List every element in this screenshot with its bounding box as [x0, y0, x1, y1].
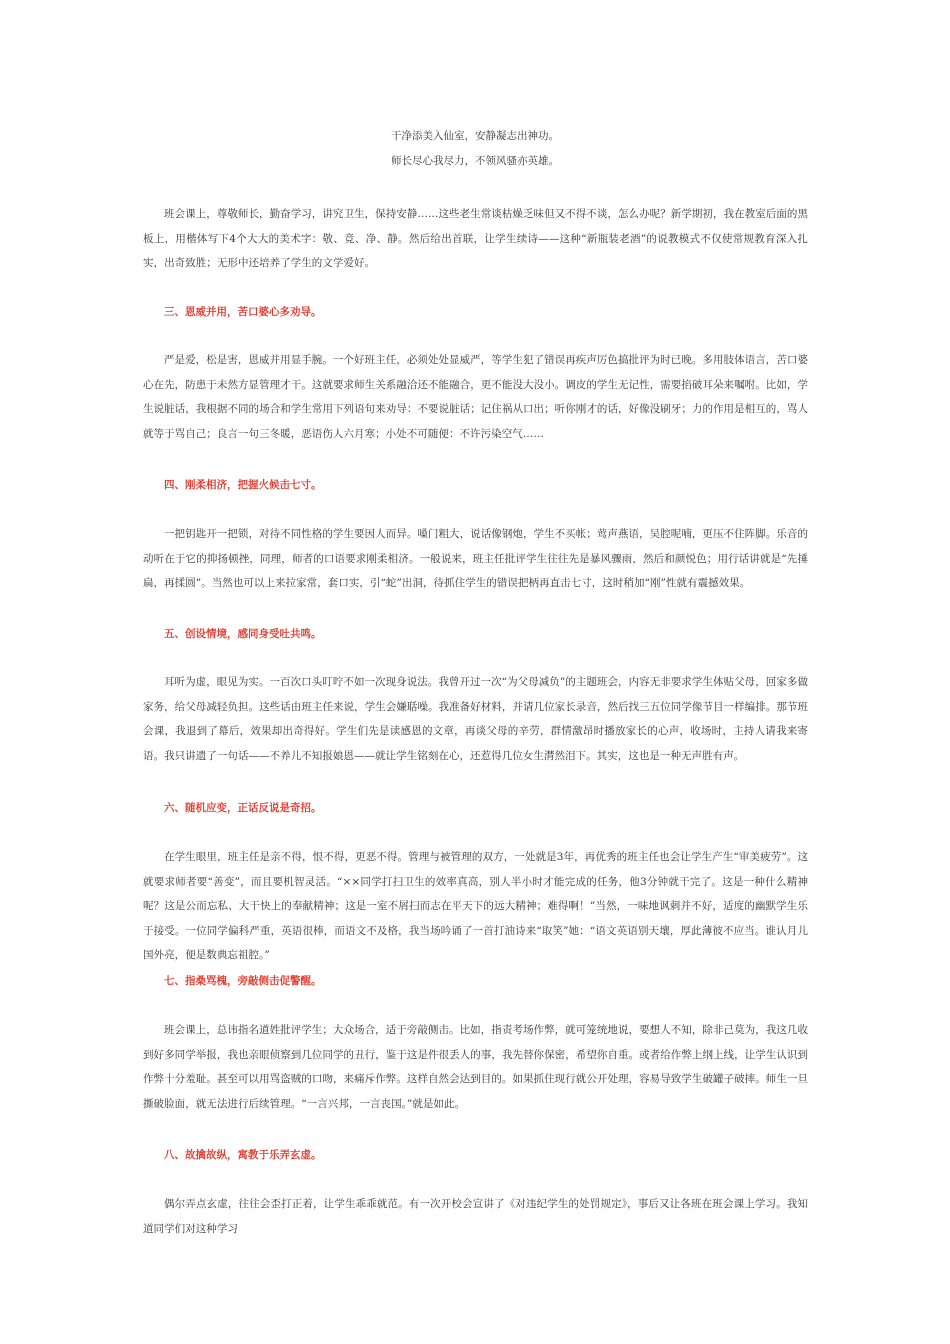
paragraph-section-7: 班会课上，总讳指名道姓批评学生；大众场合，适于旁敲侧击。比如，指责考场作弊，就可笼统地说，要想人不知，除非己莫为，我这几收到好多同学举报，我也亲眼侦察到几位同学的丑行，鉴于这是件很丢人的事，我先替你保密，希望你自重。或者给作弊上纲上线，让学生认识到作弊十分羞耻。甚至可以用骂盗贼的口吻，来痛斥作弊。这样自然会达到目的。如果抓住现行就公开处理，容易导致学生破罐子破摔。师生一旦撕破脸面，就无法进行后续管理。“一言兴邦，一言丧国。”就是如此。	[143, 1024, 808, 1110]
section-heading-7: 七、指桑骂槐，旁敲侧击促警醒。	[164, 975, 322, 987]
paragraph-section-4: 一把钥匙开一把锁，对待不同性格的学生要因人而异。嗓门粗大，说话像钢炮，学生不买帐；莺声燕语，吴腔呢喃，更压不住阵脚。乐音的动听在于它的抑扬顿挫，同理，师者的口语要求刚柔相济。一般说来，班主任批评学生往往先是暴风骤雨，然后和颜悦色；用行话讲就是“先捶扁，再揉圆”。当然也可以上来拉家常，套口实，引“蛇”出洞，待抓住学生的错误把柄再直击七寸，这时稍加“刚”性就有震撼效果。	[143, 528, 808, 589]
section-heading-8: 八、故擒故纵，寓教于乐弄玄虚。	[164, 1149, 322, 1161]
section-heading-4: 四、刚柔相济，把握火候击七寸。	[164, 479, 322, 491]
section-heading-6: 六、随机应变，正话反说是奇招。	[164, 802, 322, 814]
paragraph-section-8: 偶尔弄点玄虚，往往会歪打正着，让学生乖乖就范。有一次开校会宣讲了《对违纪学生的处罚规定》，事后又让各班在班会课上学习。我知道同学们对这种学习	[143, 1198, 808, 1235]
paragraph-section-5: 耳听为虚，眼见为实。一百次口头叮咛不如一次现身说法。我曾开过一次“为父母减负”的主题班会，内容无非要求学生体贴父母，回家多做家务，给父母减轻负担。这些话由班主任来说，学生会嫌聒噪。我准备好材料，并请几位家长录音，然后找三五位同学像节目一样编排。那节班会课，我退到了幕后，效果却出奇得好。学生们先是读感恩的文章，再谈父母的辛劳，群情激昂时播放家长的心声，收场时，主持人请我来寄语。我只讲遗了一句话——不养儿不知报娘恩——就让学生铭刻在心，还惹得几位女生潸然泪下。其实，这也是一种无声胜有声。	[143, 676, 808, 762]
paragraph-intro: 班会课上，尊敬师长，勤奋学习，讲究卫生，保持安静……这些老生常谈枯燥乏味但又不得不谈，怎么办呢？新学期初，我在教室后面的黑板上，用楷体写下4个大大的美术字：敬、竞、净、静。然后给出首联，让学生续诗——这种“新瓶装老酒”的说教模式不仅使常规教育深入扎实，出奇致胜；无形中还培养了学生的文学爱好。	[143, 208, 808, 269]
couplet-line-1: 干净添美入仙室，安静凝志出神功。	[391, 130, 559, 142]
couplet-line-2: 师长尽心我尽力，不领风骚亦英雄。	[391, 155, 559, 167]
paragraph-section-3: 严是爱，松是害，恩威并用显手腕。一个好班主任，必须处处显威严，等学生犯了错误再疾声厉色搞批评为时已晚。多用肢体语言，苦口婆心在先，防患于未然方显管理才干。这就要求师生关系融洽还不能融合，更不能没大没小。调皮的学生无记性，需要掐破耳朵来嘱咐。比如，学生说脏话，我根据不同的场合和学生常用下列语句来劝导：不要说脏话；记住祸从口出；听你刚才的话，好像没刷牙；力的作用是相互的，骂人就等于骂自己；良言一句三冬暖，恶语伤人六月寒；小处不可随便：不许污染空气……	[143, 354, 808, 440]
section-heading-5: 五、创设情境，感同身受吐共鸣。	[164, 628, 322, 640]
paragraph-section-6: 在学生眼里，班主任是亲不得，恨不得，更恶不得。管理与被管理的双方，一处就是3年，再优秀的班主任也会让学生产生“审美疲劳”。这就要求师者要“善变”，而且要机智灵活。“××同学打扫卫生的效率真高，别人半小时才能完成的任务，他3分钟就干完了。这是一种什么精神呢？这是公而忘私、大干快上的奉献精神；这是一室不屑扫而志在平天下的远大精神；难得啊！”当然，一味地讽刺并不好，适度的幽默学生乐于接受。一位同学偏科严重，英语很棒，而语文不及格，我当场吟诵了一首打油诗来“取笑”她：“语文英语别天壤，厚此薄彼不应当。谁认月儿国外亮，便是数典忘祖腔。”	[143, 851, 808, 961]
section-heading-3: 三、恩威并用，苦口婆心多劝导。	[164, 306, 322, 318]
